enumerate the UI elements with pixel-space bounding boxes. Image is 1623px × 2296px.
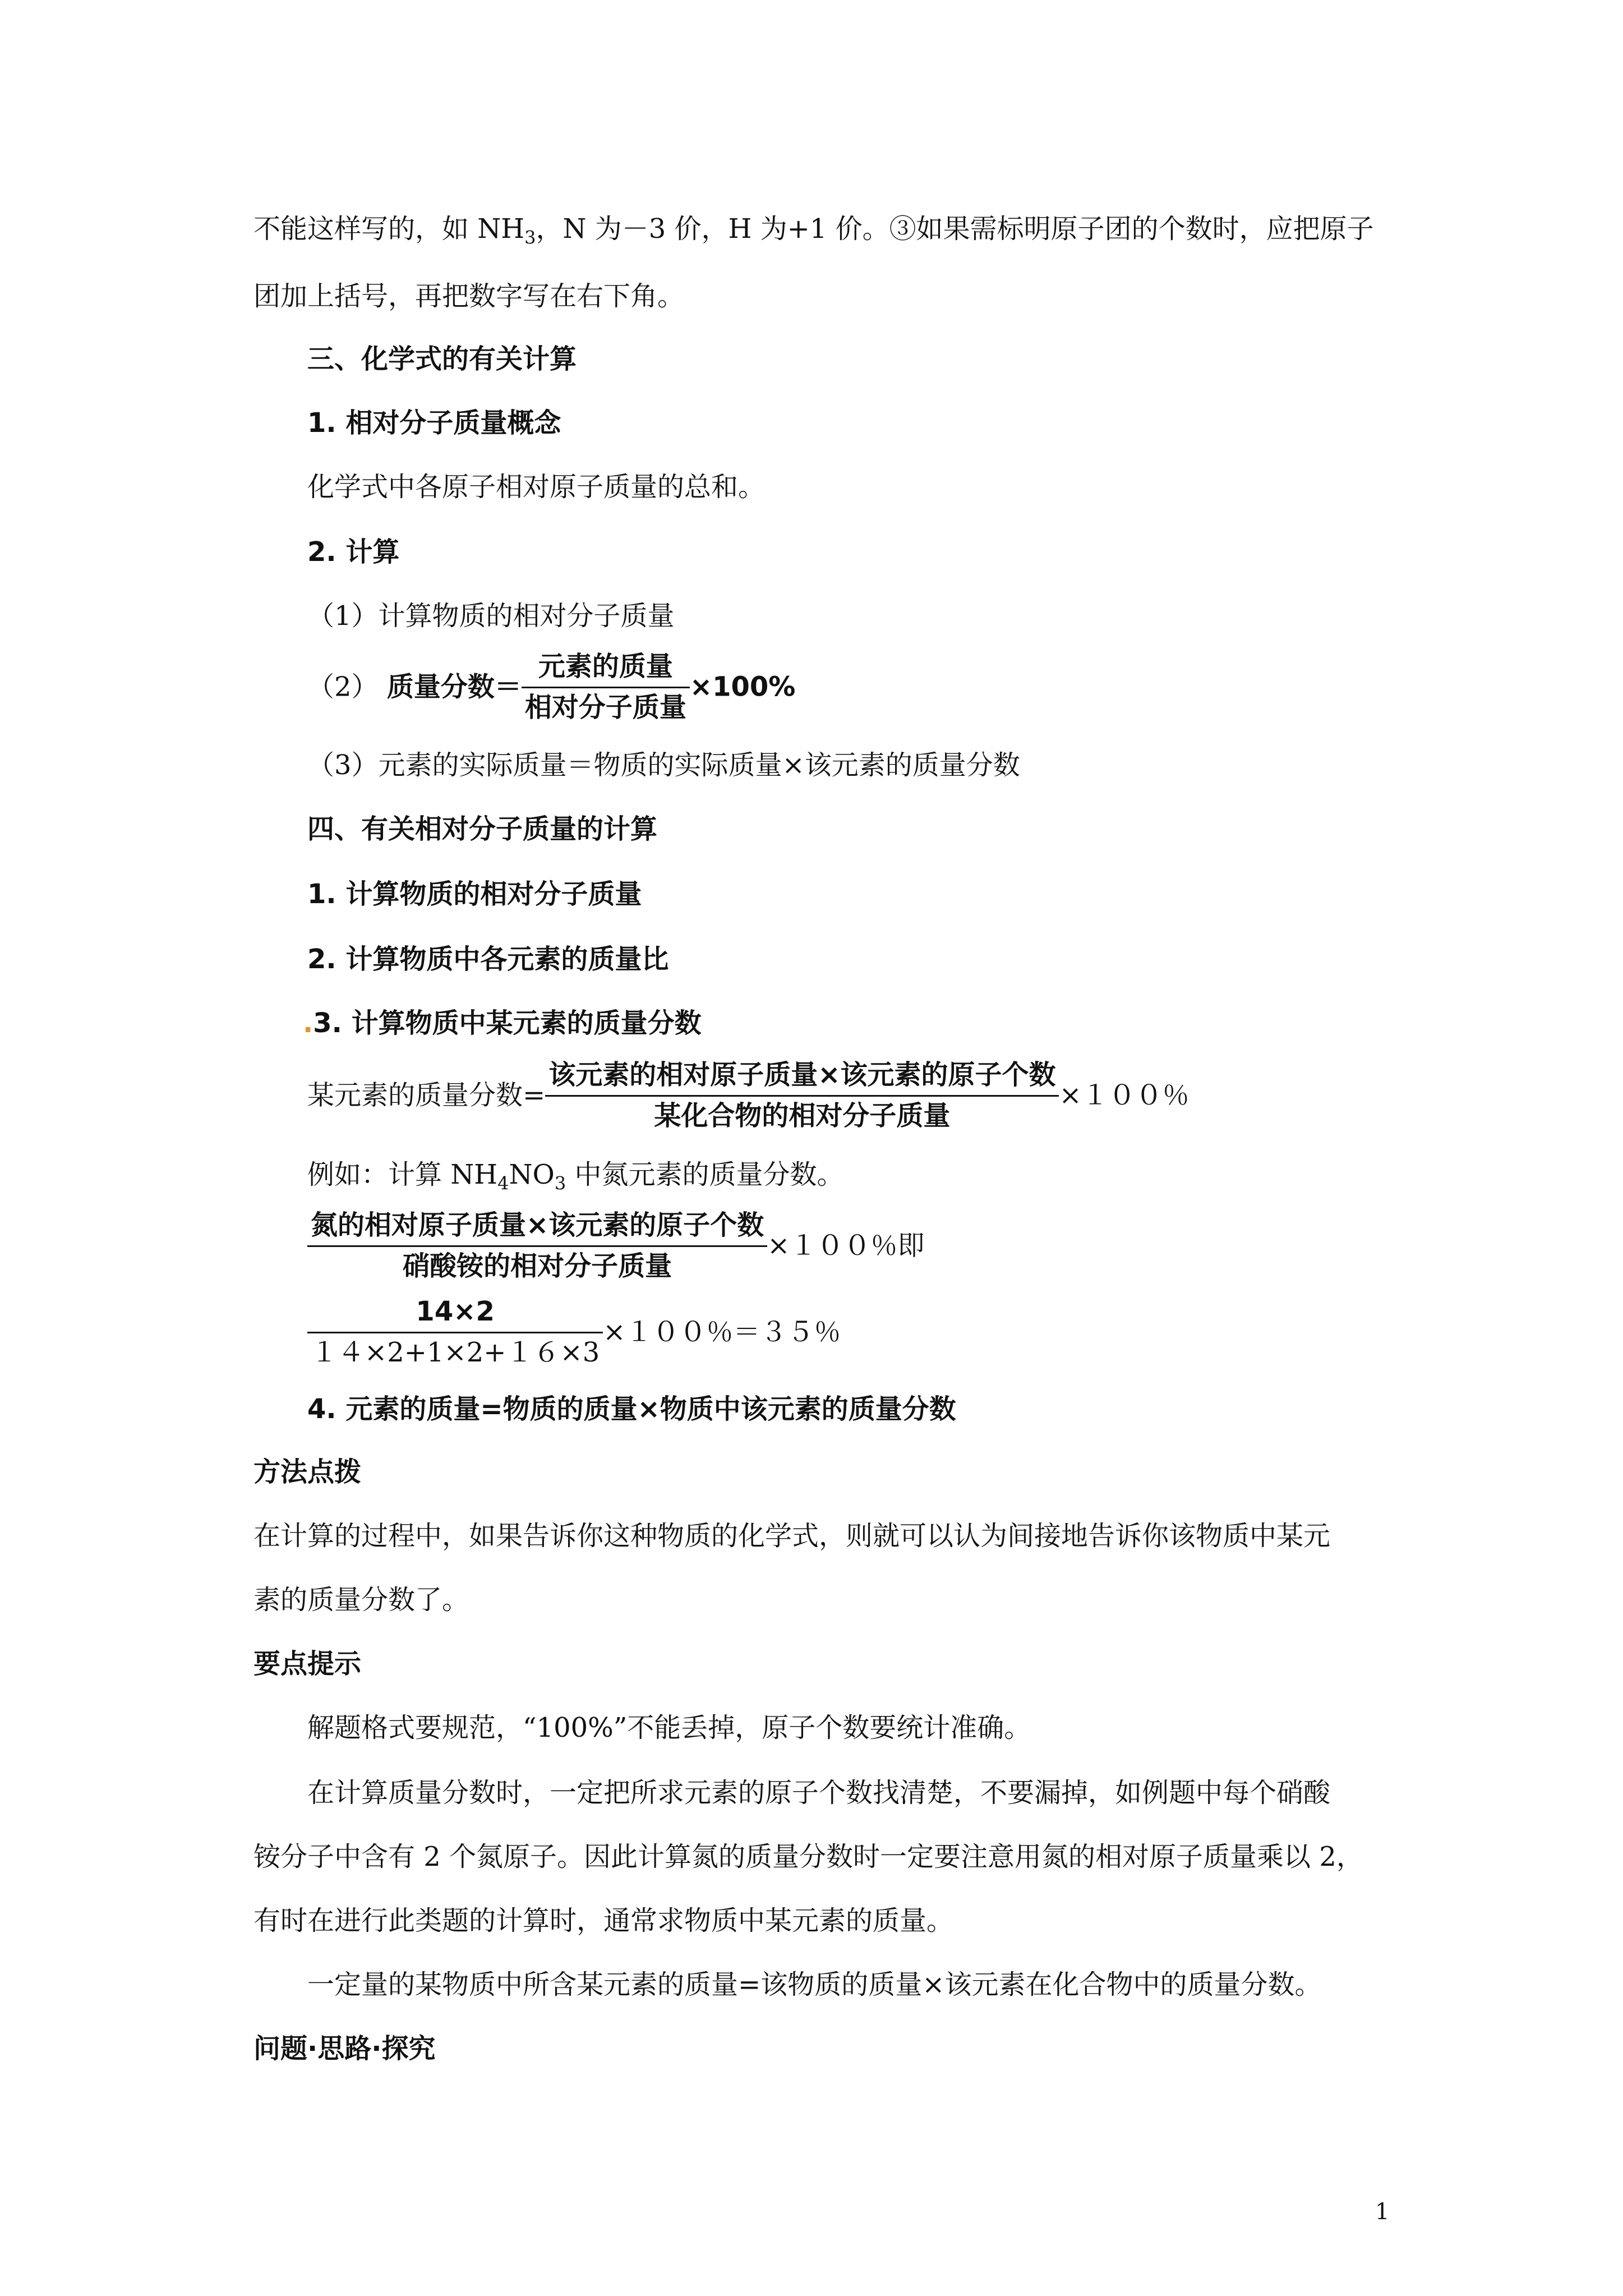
list-item: （1）计算物质的相对分子质量: [307, 600, 675, 632]
formula-nitrogen-fraction: $\frac{\text{氮的相对原子质量×该元素的原子个数}}{\text{硝酸铵的相对分子质量}}$ ×１００％即: [307, 1209, 924, 1282]
section-heading: 四、有关相对分子质量的计算: [307, 813, 658, 845]
section-heading: 方法点拨: [253, 1456, 362, 1488]
section-heading: 三、化学式的有关计算: [307, 343, 577, 375]
list-item: .3. 计算物质中某元素的质量分数: [303, 1007, 702, 1039]
paragraph-line: 解题格式要规范，“100%”不能丢掉，原子个数要统计准确。: [307, 1712, 1031, 1743]
list-item: 1. 计算物质的相对分子质量: [307, 878, 642, 910]
fraction: $\frac{14\times 2}{14\times 2+1\times 2+16\times 3}$: [307, 1296, 603, 1369]
paragraph-line: 不能这样写的，如 $NH_3$，N 为－3 价，H 为+1 价。③如果需标明原子团的个数时，应把原子: [253, 213, 1374, 249]
paragraph-line: 团加上括号，再把数字写在右下角。: [253, 280, 685, 312]
list-item: 2. 计算: [307, 536, 400, 568]
edit-mark: .: [303, 1007, 313, 1039]
formula-calculation: $\frac{14\times 2}{14\times 2+1\times 2+16\times 3}$ ×１００％＝３５％: [307, 1296, 841, 1369]
example-text: 例如：计算 $NH_4NO_3$ 中氮元素的质量分数。: [307, 1159, 844, 1194]
paragraph-line: 在计算质量分数时，一定把所求元素的原子个数找清楚，不要漏掉，如例题中每个硝酸: [307, 1777, 1331, 1809]
paragraph-line: 在计算的过程中，如果告诉你这种物质的化学式，则就可以认为间接地告诉你该物质中某元: [253, 1520, 1331, 1552]
definition-text: 化学式中各原子相对原子质量的总和。: [307, 471, 766, 503]
section-heading: 问题·思路·探究: [253, 2033, 436, 2064]
paragraph-line: 铵分子中含有 2 个氮原子。因此计算氮的质量分数时一定要注意用氮的相对原子质量乘以 2，: [253, 1841, 1363, 1872]
list-item: 4. 元素的质量=物质的质量×物质中该元素的质量分数: [307, 1393, 956, 1425]
list-item: 1. 相对分子质量概念: [307, 407, 561, 439]
fraction: $\frac{\text{该元素的相对原子质量×该元素的原子个数}}{\text{某化合物的相对分子质量}}$: [545, 1059, 1059, 1132]
list-item: （3）元素的实际质量＝物质的实际质量×该元素的质量分数: [307, 749, 1020, 781]
page-number: 1: [1375, 2199, 1390, 2225]
formula-element-fraction: 某元素的质量分数= $\frac{\text{该元素的相对原子质量×该元素的原子个数}}{\text{某化合物的相对分子质量}}$ ×１００％: [307, 1059, 1189, 1131]
paragraph-line: 有时在进行此类题的计算时，通常求物质中某元素的质量。: [253, 1905, 954, 1936]
section-heading: 要点提示: [253, 1648, 362, 1680]
paragraph-line: 素的质量分数了。: [253, 1584, 469, 1616]
paragraph-line: 一定量的某物质中所含某元素的质量=该物质的质量×该元素在化合物中的质量分数。: [307, 1969, 1322, 2000]
fraction: $\frac{\text{氮的相对原子质量×该元素的原子个数}}{\text{硝酸铵的相对分子质量}}$: [307, 1209, 767, 1282]
list-item: 2. 计算物质中各元素的质量比: [307, 944, 669, 975]
formula-mass-fraction: （2） 质量分数＝ $\frac{\text{元素的质量}}{\text{相对分子质量}}$ ×100%: [307, 651, 796, 723]
fraction: $\frac{\text{元素的质量}}{\text{相对分子质量}}$: [522, 651, 690, 724]
